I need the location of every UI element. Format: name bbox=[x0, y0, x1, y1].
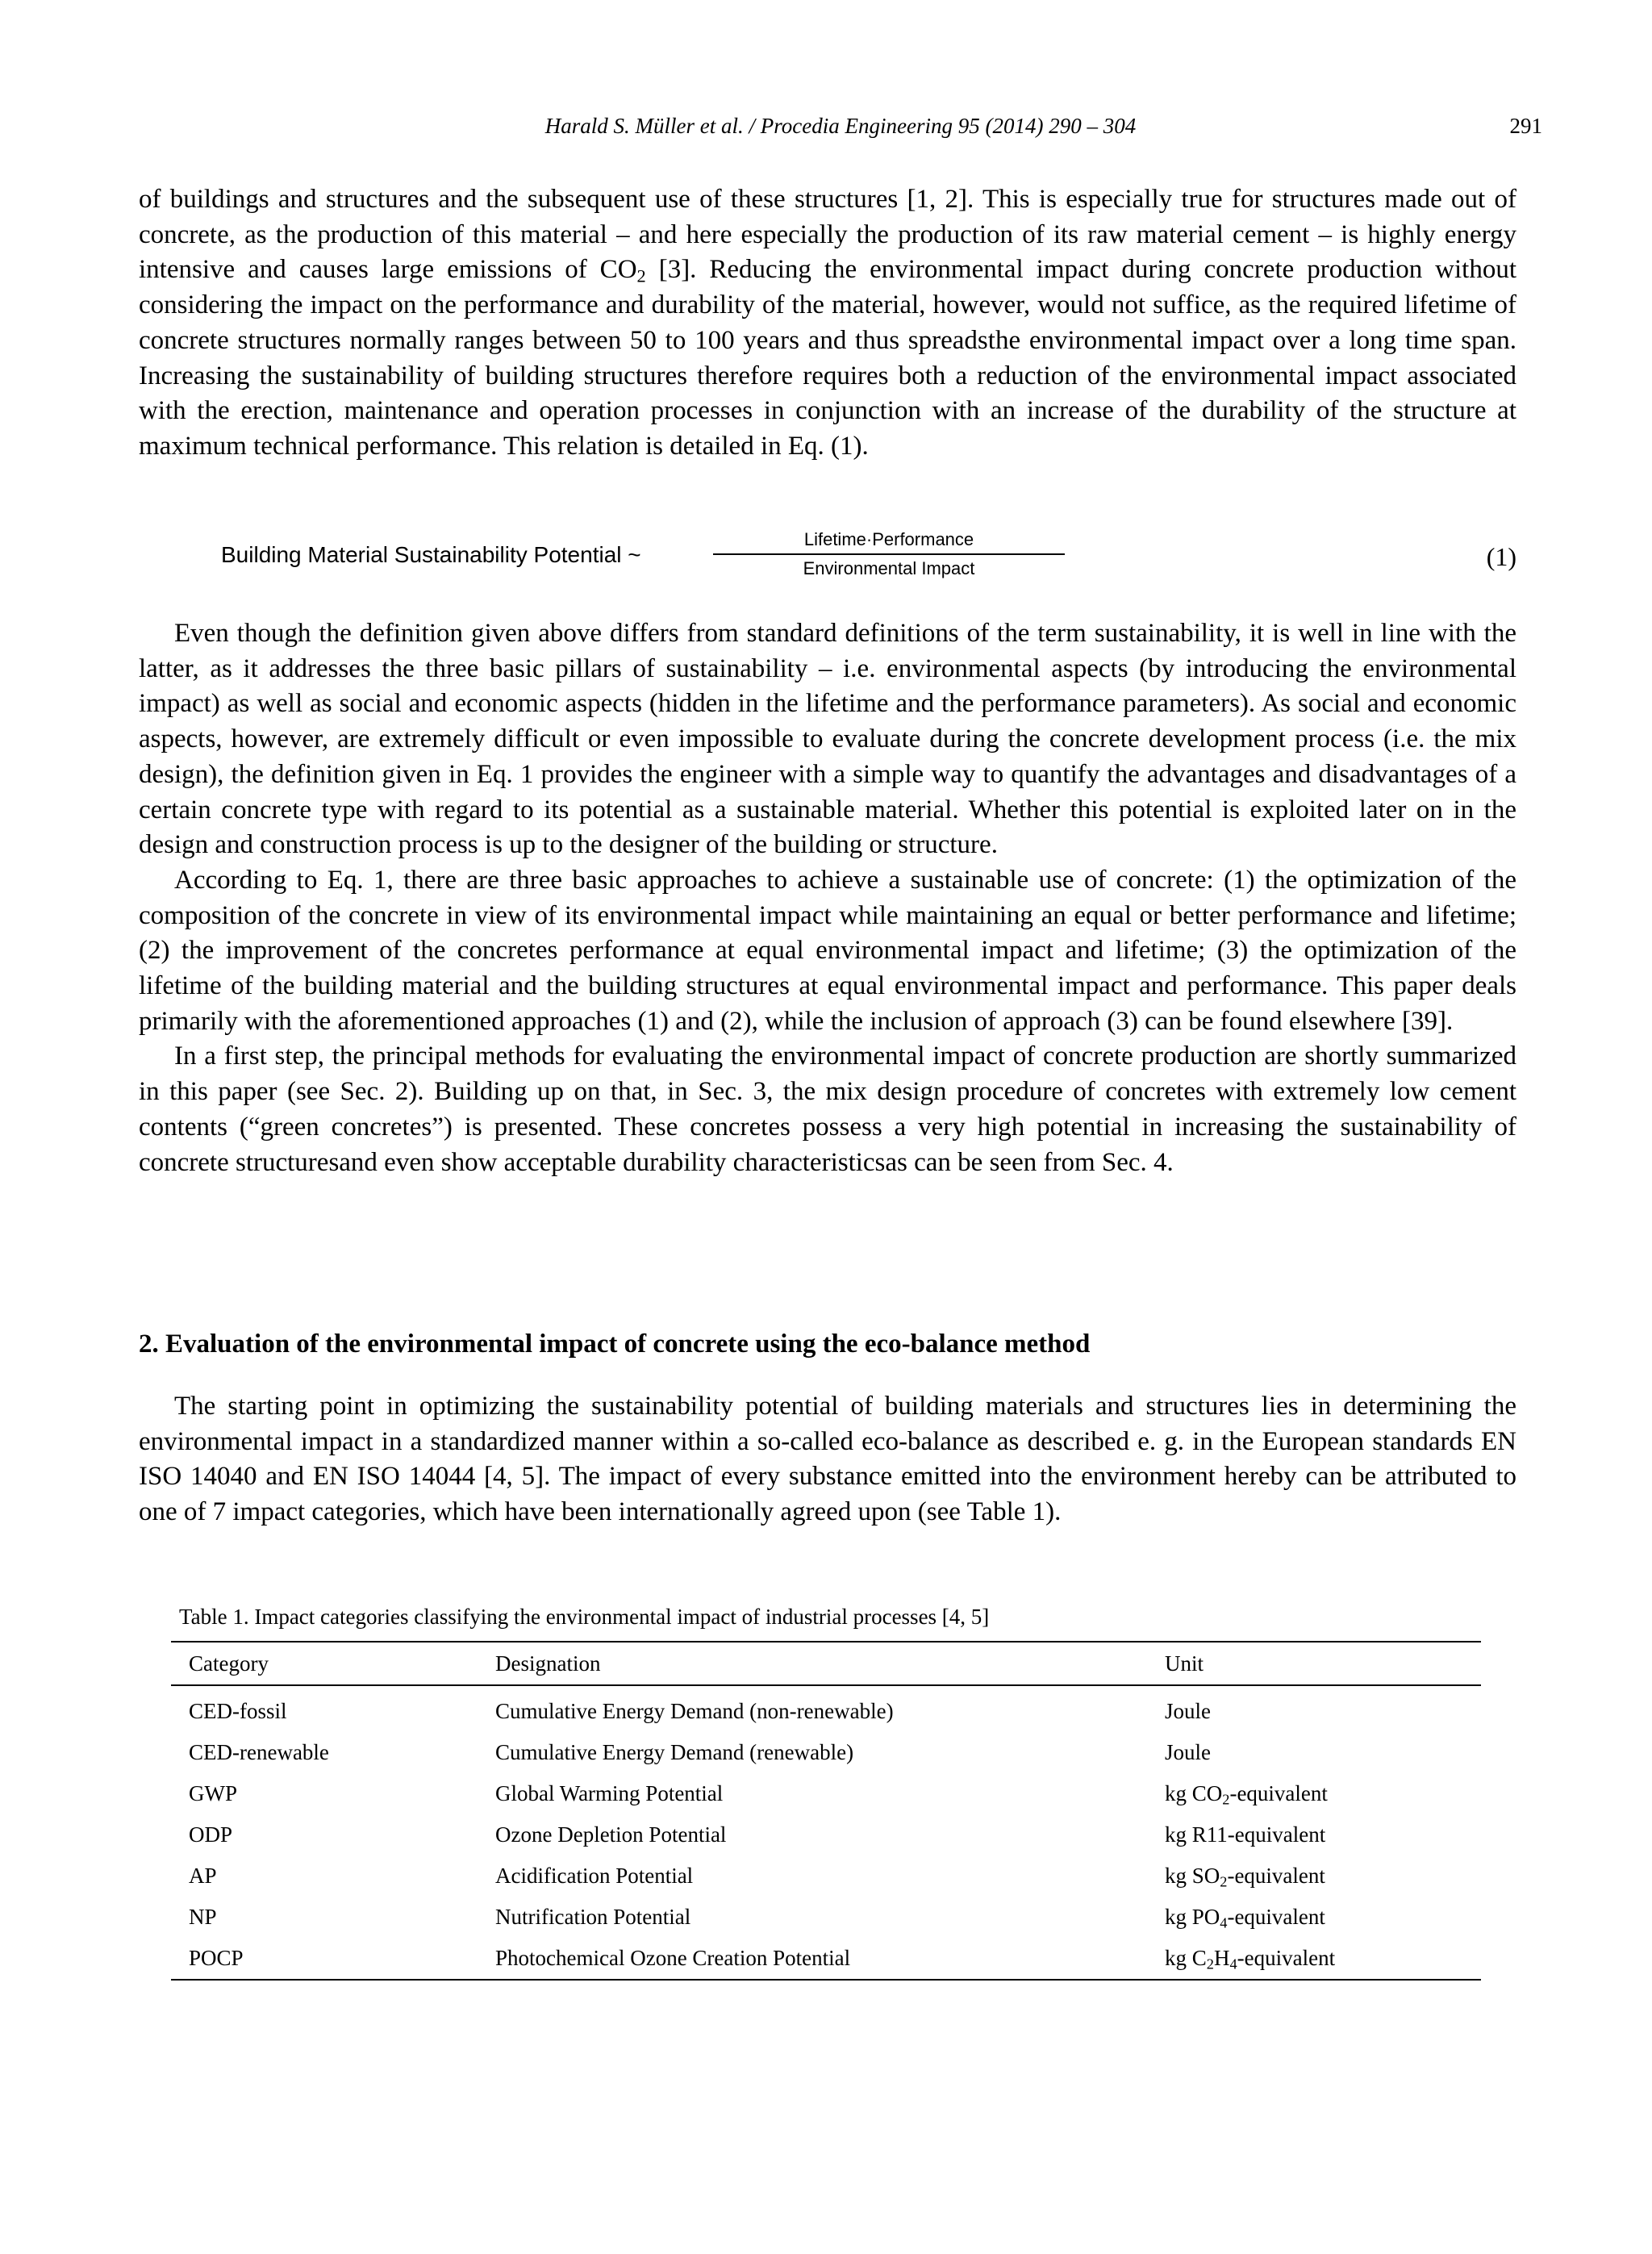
table-row bbox=[171, 1773, 1481, 1814]
unit-text: kg R11-equivalent bbox=[1165, 1822, 1326, 1847]
co2-subscript: 2 bbox=[636, 266, 646, 287]
table-row bbox=[171, 1897, 1481, 1938]
unit-cell bbox=[1147, 1732, 1481, 1773]
table-row bbox=[171, 1938, 1481, 1980]
category-cell: NP bbox=[189, 1905, 217, 1929]
page-number: 291 bbox=[1509, 114, 1542, 138]
unit-text: -equivalent bbox=[1227, 1864, 1325, 1888]
column-header: Category bbox=[171, 1642, 478, 1685]
unit-text: -equivalent bbox=[1227, 1905, 1325, 1929]
designation-cell: Photochemical Ozone Creation Potential bbox=[478, 1938, 1147, 1980]
designation-cell: Global Warming Potential bbox=[495, 1781, 724, 1805]
table-header-row bbox=[171, 1642, 1481, 1685]
section-heading: 2. Evaluation of the environmental impact of concrete using the eco-balance method bbox=[139, 1329, 1091, 1359]
unit-text: kg PO bbox=[1165, 1905, 1220, 1929]
column-header: Designation bbox=[478, 1642, 1147, 1685]
unit-subscript: 2 bbox=[1222, 1791, 1230, 1808]
unit-subscript: 2 bbox=[1206, 1956, 1214, 1972]
unit-text: Joule bbox=[1165, 1740, 1211, 1764]
table-caption: Table 1. Impact categories classifying the environmental impact of industrial processes [4, 5] bbox=[179, 1605, 990, 1629]
unit-text: -equivalent bbox=[1237, 1946, 1336, 1970]
intro-text-1: of buildings and structures and the subsequent use of these structures [1, 2]. This is especially true for structures made out of concrete, as the production of this material – and here especially the production of its raw material cement – is highly energy intensive and causes large emissions of CO bbox=[139, 185, 1516, 285]
unit-cell bbox=[1147, 1814, 1481, 1855]
equation-lhs: Building Material Sustainability Potential ~ bbox=[221, 542, 641, 567]
equation-1 bbox=[139, 526, 1516, 591]
unit-cell bbox=[1147, 1685, 1481, 1732]
section2-paragraph bbox=[139, 1389, 1516, 1530]
unit-text: kg SO bbox=[1165, 1864, 1220, 1888]
unit-text: Joule bbox=[1165, 1699, 1211, 1723]
intro-paragraph bbox=[139, 182, 1516, 465]
equation-denominator: Environmental Impact bbox=[803, 558, 975, 578]
column-header: Unit bbox=[1147, 1642, 1481, 1685]
running-title: Harald S. Müller et al. / Procedia Engineering 95 (2014) 290 – 304 bbox=[544, 114, 1137, 138]
category-cell: AP bbox=[189, 1864, 217, 1888]
unit-cell bbox=[1147, 1855, 1481, 1897]
paragraph-definition: Even though the definition given above differs from standard definitions of the term sustainability, it is well in line with the latter, as it addresses the three basic pillars of sustainability – i.e. environmental aspects (by introducing the environmental impact) as well as social and economic aspects (hidden in the lifetime and the performance parameters). As social and economic aspects, however, are extremely difficult or even impossible to evaluate during the concrete development process (i.e. the mix design), the definition given in Eq. 1 provides the engineer with a simple way to quantify the advantages and disadvantages of a certain concrete type with regard to its potential as a sustainable material. Whether this potential is exploited later on in the design and construction process is up to the designer of the building or structure. bbox=[139, 619, 1516, 860]
category-cell: ODP bbox=[189, 1822, 233, 1847]
paragraph-eco-balance: The starting point in optimizing the sustainability potential of building materials and structures lies in determining the environmental impact in a standardized manner within a so-called eco-balance as described e. g. in the European standards EN ISO 14040 and EN ISO 14044 [4, 5]. The impact of every substance emitted into the environment hereby can be attributed to one of 7 impact categories, which have been internationally agreed upon (see Table 1). bbox=[139, 1392, 1516, 1527]
designation-cell: Cumulative Energy Demand (renewable) bbox=[495, 1740, 854, 1764]
category-cell: GWP bbox=[189, 1781, 237, 1805]
table-row bbox=[171, 1685, 1481, 1732]
paragraph-outline: In a first step, the principal methods for evaluating the environmental impact of concrete production are shortly summarized in this paper (see Sec. 2). Building up on that, in Sec. 3, the mix design procedure of concretes with extremely low cement contents (“green concretes”) is presented. These concretes possess a very high potential in increasing the sustainability of concrete structuresand even show acceptable durability characteristicsas can be seen from Sec. 4. bbox=[139, 1041, 1516, 1177]
table-row bbox=[171, 1855, 1481, 1897]
unit-cell bbox=[1147, 1897, 1481, 1938]
page-header bbox=[139, 110, 1542, 142]
unit-text: H bbox=[1213, 1946, 1230, 1970]
table-row bbox=[171, 1814, 1481, 1855]
equation-number: (1) bbox=[1486, 542, 1516, 571]
designation-cell: Cumulative Energy Demand (non-renewable) bbox=[495, 1699, 894, 1723]
equation-numerator: Lifetime·Performance bbox=[713, 526, 1065, 555]
unit-text: -equivalent bbox=[1229, 1781, 1328, 1805]
unit-subscript: 4 bbox=[1220, 1914, 1228, 1931]
unit-subscript: 2 bbox=[1220, 1873, 1228, 1890]
equation-fraction bbox=[713, 526, 1065, 582]
category-cell: CED-renewable bbox=[189, 1740, 329, 1764]
paragraph-approaches: According to Eq. 1, there are three basic approaches to achieve a sustainable use of concrete: (1) the optimization of the composition of the concrete in view of its environmental impact while maintaining an equal or better performance and lifetime; (2) the improvement of the concretes performance at equal environmental impact and lifetime; (3) the optimization of the lifetime of the building material and the building structures at equal environmental impact and performance. This paper deals primarily with the aforementioned approaches (1) and (2), while the inclusion of approach (3) can be found elsewhere [39]. bbox=[139, 865, 1516, 1036]
unit-cell bbox=[1147, 1938, 1481, 1980]
discussion-paragraphs bbox=[139, 616, 1516, 1180]
designation-cell: Acidification Potential bbox=[495, 1864, 694, 1888]
category-cell: CED-fossil bbox=[189, 1699, 287, 1723]
impact-categories-table bbox=[171, 1641, 1481, 1981]
designation-cell: Nutrification Potential bbox=[495, 1905, 691, 1929]
unit-text: kg C bbox=[1165, 1946, 1207, 1970]
unit-text: kg CO bbox=[1165, 1781, 1223, 1805]
table-row bbox=[171, 1732, 1481, 1773]
unit-cell bbox=[1147, 1773, 1481, 1814]
category-cell: POCP bbox=[171, 1938, 478, 1980]
intro-text-2: [3]. Reducing the environmental impact during concrete production without considering the impact on the performance and durability of the material, however, would not suffice, as the required lifetime of concrete structures normally ranges between 50 to 100 years and thus spreadsthe environmental impact over a long time span. Increasing the sustainability of building structures therefore requires both a reduction of the environmental impact associated with the erection, maintenance and operation processes in conjunction with an increase of the durability of the structure at maximum technical performance. This relation is detailed in Eq. (1). bbox=[139, 255, 1516, 461]
unit-subscript: 4 bbox=[1229, 1956, 1237, 1972]
designation-cell: Ozone Depletion Potential bbox=[495, 1822, 727, 1847]
